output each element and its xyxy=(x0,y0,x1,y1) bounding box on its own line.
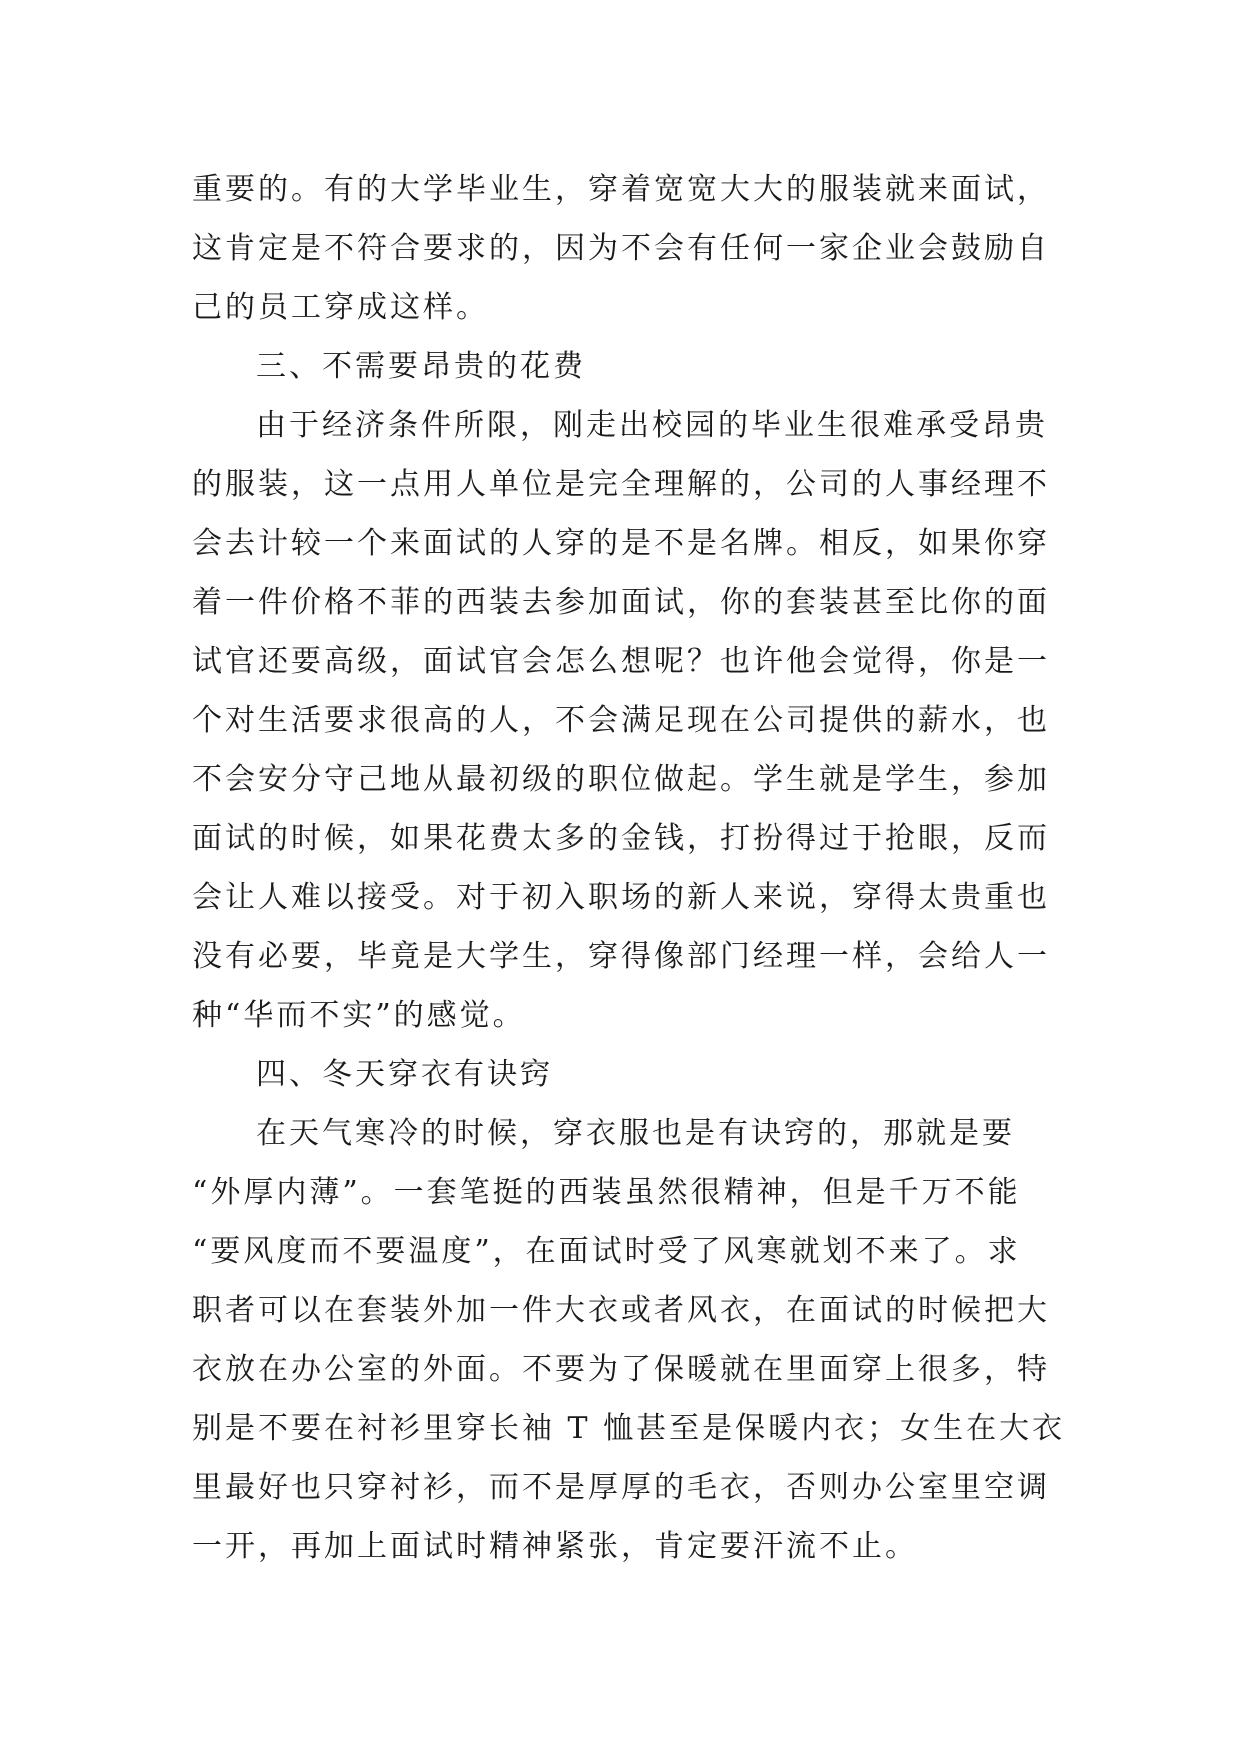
text-line: 这肯定是不符合要求的，因为不会有任何一家企业会鼓励自 xyxy=(192,231,1050,266)
text-line: 重要的。有的大学毕业生，穿着宽宽大大的服装就来面试， xyxy=(192,172,1050,207)
text-line: 职者可以在套装外加一件大衣或者风衣，在面试的时候把大 xyxy=(192,1293,1050,1328)
text-line: “外厚内薄”。一套笔挺的西装虽然很精神，但是千万不能 xyxy=(192,1175,1021,1210)
text-line: 一开，再加上面试时精神紧张，肯定要汗流不止。 xyxy=(192,1529,918,1564)
text-line: 着一件价格不菲的西装去参加面试，你的套装甚至比你的面 xyxy=(192,585,1050,620)
text-line: 不会安分守己地从最初级的职位做起。学生就是学生，参加 xyxy=(192,762,1050,797)
paragraph-start: 由于经济条件所限，刚走出校园的毕业生很难承受昂贵 xyxy=(256,408,1048,443)
section-heading-4: 四、冬天穿衣有诀窍 xyxy=(256,1057,553,1092)
paragraph-start: 在天气寒冷的时候，穿衣服也是有诀窍的，那就是要 xyxy=(256,1116,1015,1151)
text-line: 面试的时候，如果花费太多的金钱，打扮得过于抢眼，反而 xyxy=(192,821,1050,856)
text-line: 会去计较一个来面试的人穿的是不是名牌。相反，如果你穿 xyxy=(192,526,1050,561)
text-line: 衣放在办公室的外面。不要为了保暖就在里面穿上很多，特 xyxy=(192,1352,1050,1387)
text-line: 的服装，这一点用人单位是完全理解的，公司的人事经理不 xyxy=(192,467,1050,502)
text-line: 没有必要，毕竟是大学生，穿得像部门经理一样，会给人一 xyxy=(192,939,1050,974)
body-text xyxy=(192,160,1066,1576)
section-heading-3: 三、不需要昂贵的花费 xyxy=(256,349,586,384)
text-line: 己的员工穿成这样。 xyxy=(192,290,489,325)
text-line: 会让人难以接受。对于初入职场的新人来说，穿得太贵重也 xyxy=(192,880,1050,915)
text-line: 个对生活要求很高的人，不会满足现在公司提供的薪水，也 xyxy=(192,703,1050,738)
text-line: 别是不要在衬衫里穿长袖 T 恤甚至是保暖内衣；女生在大衣 xyxy=(192,1411,1066,1446)
text-line: 种“华而不实”的感觉。 xyxy=(192,998,526,1033)
text-line: 试官还要高级，面试官会怎么想呢？也许他会觉得，你是一 xyxy=(192,644,1050,679)
text-line: 里最好也只穿衬衫，而不是厚厚的毛衣，否则办公室里空调 xyxy=(192,1470,1050,1505)
text-line: “要风度而不要温度”，在面试时受了风寒就划不来了。求 xyxy=(192,1234,1021,1269)
